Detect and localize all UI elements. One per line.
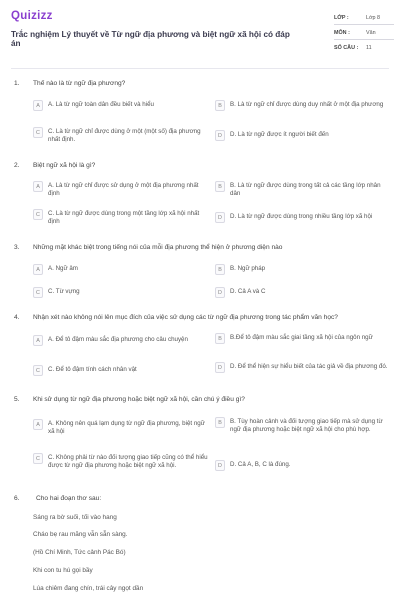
question-number: 3. — [14, 244, 20, 251]
question-number: 6. — [14, 495, 20, 502]
worksheet-header — [0, 0, 400, 66]
option-text: D. Cả A và C — [230, 288, 266, 295]
question-text: Những mặt khác biệt trong tiếng nói của mỗi địa phương thể hiện ở phương diện nào — [33, 244, 283, 251]
question-text: Thế nào là từ ngữ địa phương? — [33, 80, 126, 87]
option-letter: C — [33, 453, 43, 464]
question-number: 5. — [14, 396, 20, 403]
option-letter: C — [33, 209, 43, 220]
meta-subject-label: MÔN : — [334, 30, 350, 36]
option-letter: A — [33, 181, 43, 192]
option-text: C. Để tô đậm tính cách nhân vật — [48, 366, 137, 373]
meta-subject — [334, 28, 394, 40]
option-letter: B — [215, 417, 225, 428]
option-letter: D — [215, 130, 225, 141]
option-letter: C — [33, 287, 43, 298]
option-letter: A — [33, 264, 43, 275]
question-text: Cho hai đoạn thơ sau: — [36, 495, 102, 502]
option-letter: A — [33, 419, 43, 430]
option-text: A. Là từ ngữ toàn dân đều biết và hiểu — [48, 101, 154, 108]
question-number: 2. — [14, 162, 20, 169]
poem-line: Sáng ra bờ suối, tối vào hang — [33, 514, 117, 521]
question-text: Khi sử dụng từ ngữ địa phương hoặc biệt ngữ xã hội, cần chú ý điều gì? — [33, 396, 245, 403]
option-text: A. Không nên quá lạm dụng từ ngữ địa phương, biệt ngữ xã hội — [48, 420, 205, 435]
option-letter: B — [215, 333, 225, 344]
option-letter: B — [215, 100, 225, 111]
option-letter: D — [215, 362, 225, 373]
option-letter: B — [215, 181, 225, 192]
meta-subject-value: Văn — [366, 30, 376, 36]
meta-grade-label: LỚP : — [334, 15, 349, 21]
option-text: B. Ngữ pháp — [230, 265, 266, 272]
option-letter: B — [215, 264, 225, 275]
meta-count — [334, 43, 394, 55]
poem-line: Cháo bẹ rau măng vẫn sẵn sàng. — [33, 531, 128, 538]
option-text: B.Để tô đậm màu sắc giai tầng xã hội của ngôn ngữ — [230, 334, 373, 341]
option-text: D. Là từ ngữ được ít người biết đến — [230, 131, 329, 138]
option-letter: C — [33, 127, 43, 138]
header-divider — [11, 68, 389, 69]
option-text: C. Là từ ngữ được dùng trong một tầng lớp xã hội nhất định — [48, 210, 200, 225]
meta-count-value: 11 — [366, 45, 372, 51]
option-letter: A — [33, 335, 43, 346]
option-letter: A — [33, 100, 43, 111]
meta-count-label: SỐ CÂU : — [334, 45, 359, 51]
option-text: A. Để tô đậm màu sắc địa phương cho câu chuyện — [48, 336, 188, 343]
option-text: A. Ngữ âm — [48, 265, 78, 272]
poem-line: Khi con tu hú gọi bầy — [33, 567, 93, 574]
option-text: D. Cả A, B, C là đúng. — [230, 461, 291, 468]
meta-grade-value: Lớp 8 — [366, 15, 381, 21]
question-text: Nhận xét nào không nói lên mục đích của việc sử dụng các từ ngữ địa phương trong tác phẩm văn học? — [33, 314, 338, 321]
poem-line: (Hồ Chí Minh, Tức cảnh Pác Bó) — [33, 549, 126, 556]
meta-divider — [334, 39, 394, 40]
question-number: 1. — [14, 80, 20, 87]
option-text: B. Tùy hoàn cảnh và đối tượng giao tiếp mà sử dụng từ ngữ địa phương hoặc biệt ngữ xã hội cho phù hợp. — [230, 418, 383, 433]
option-text: A. Là từ ngữ chỉ được sử dụng ở một địa phương nhất định — [48, 182, 199, 197]
option-letter: D — [215, 460, 225, 471]
option-text: C. Không phải từ nào đối tượng giao tiếp cũng có thể hiểu được từ ngữ địa phương hoặc biệt ngữ xã hội. — [48, 454, 208, 469]
option-letter: D — [215, 287, 225, 298]
question-text: Biệt ngữ xã hội là gì? — [33, 162, 96, 169]
quizizz-logo[interactable]: Quizizz — [11, 10, 53, 22]
option-text: B. Là từ ngữ được dùng trong tất cả các tầng lớp nhân dân — [230, 182, 381, 197]
option-text: B. Là từ ngữ chỉ được dùng duy nhất ở một địa phương — [230, 101, 384, 108]
worksheet-title: Trắc nghiệm Lý thuyết về Từ ngữ địa phương và biệt ngữ xã hội có đáp án — [11, 30, 290, 48]
meta-grade — [334, 13, 394, 25]
option-text: C. Là từ ngữ chỉ được dùng ở một (một số) địa phương nhất định. — [48, 128, 201, 143]
poem-line: Lúa chiêm đang chín, trái cây ngọt dần — [33, 585, 144, 592]
question-number: 4. — [14, 314, 20, 321]
option-text: C. Từ vựng — [48, 288, 80, 295]
option-letter: C — [33, 365, 43, 376]
meta-divider — [334, 24, 394, 25]
option-letter: D — [215, 212, 225, 223]
option-text: D. Là từ ngữ được dùng trong nhiều tầng lớp xã hội — [230, 213, 373, 220]
option-text: D. Để thể hiện sự hiểu biết của tác giả về địa phương đó. — [230, 363, 388, 370]
